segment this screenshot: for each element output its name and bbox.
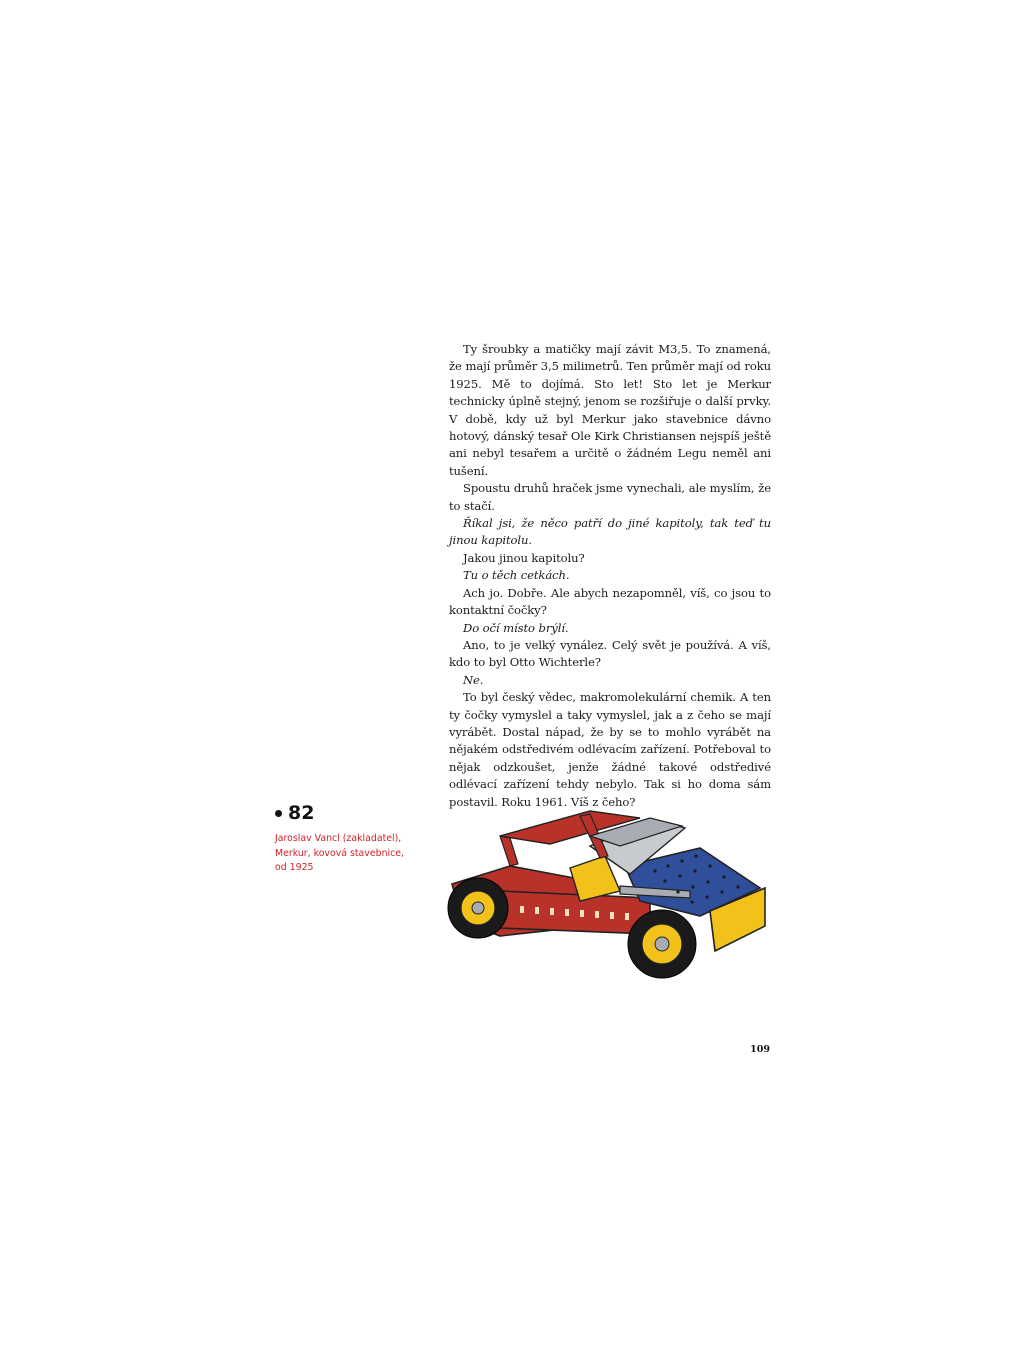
body-paragraph: Jakou jinou kapitolu? xyxy=(463,550,585,565)
body-paragraph: Tu o těch cetkách. xyxy=(463,568,570,583)
body-paragraph: Spoustu druhů hraček jsme vynechali, ale myslím, že to stačí. xyxy=(449,481,771,513)
body-paragraph: Ty šroubky a matičky mají závit M3,5. To znamená, že mají průměr 3,5 milimetrů. Ten průměr mají od roku 1925. Mě to dojímá. Sto let! Sto let je Merkur technicky úplně stejný, jenom se rozšiřuje o další prvky. V době, kdy už byl Merkur jako stavebnice dávno hotový, dánský tesař Ole Kirk Christiansen nejspíš ještě ani nebyl tesařem a určitě o žádném Legu neměl ani tušení. xyxy=(449,342,771,478)
figure-number-label: 82 xyxy=(288,802,315,824)
body-paragraph: Říkal jsi, že něco patří do jiné kapitoly, tak teď tu jinou kapitolu. xyxy=(449,516,771,548)
caption-text xyxy=(275,832,415,876)
caption-line: Merkur, kovová stavebnice, xyxy=(275,847,405,859)
body-paragraph: Ano, to je velký vynález. Celý svět je používá. A víš, kdo to byl Otto Wichterle? xyxy=(449,637,771,670)
caption-line: Jaroslav Vancl (zakladatel), xyxy=(275,833,402,844)
body-paragraph: To byl český vědec, makromolekulární chemik. A ten ty čočky vymyslel a taky vymyslel, jak a z čeho se mají vyrábět. Dostal nápad, že by se to mohlo vyrábět na nějakém odstředivém odlévacím zařízení. Potřeboval to nějak odzkoušet, jenže žádné takové odstředivé odlévací zařízení tehdy nebylo. Tak si ho doma sám postavil. Roku 1961. Víš z čeho? xyxy=(449,690,771,809)
page-number: 109 xyxy=(750,1044,770,1055)
figure-number xyxy=(275,802,415,824)
body-paragraph: Ne. xyxy=(463,672,484,687)
body-paragraph: Ach jo. Dobře. Ale abych nezapomněl, víš, co jsou to kontaktní čočky? xyxy=(449,585,771,618)
body-paragraph: Do očí místo brýlí. xyxy=(463,620,569,635)
merkur-car-illustration xyxy=(440,806,780,986)
body-text xyxy=(449,341,771,811)
merkur-toy-car-icon xyxy=(440,806,780,986)
bullet-icon xyxy=(275,810,282,817)
figure-caption xyxy=(275,802,415,876)
caption-line: od 1925 xyxy=(275,862,314,873)
